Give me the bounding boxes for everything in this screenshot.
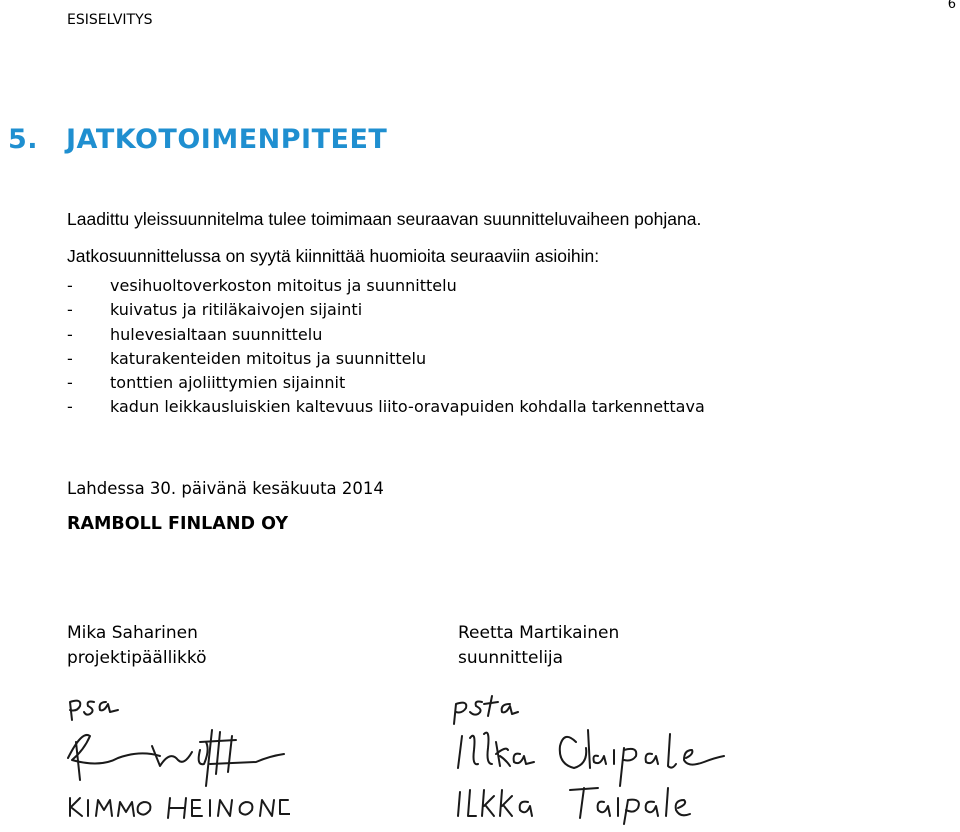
follow-up-list xyxy=(67,274,705,420)
signature-right-image xyxy=(448,690,738,825)
list-item: - kuivatus ja ritiläkaivojen sijainti xyxy=(67,298,705,322)
company-name: RAMBOLL FINLAND OY xyxy=(67,514,289,534)
list-marker: - xyxy=(67,348,73,368)
list-marker: - xyxy=(67,276,73,295)
section-heading xyxy=(8,124,387,155)
list-marker: - xyxy=(67,397,73,417)
signatory-name: Mika Saharinen xyxy=(67,623,198,643)
intro-paragraph: Laadittu yleissuunnitelma tulee toimimaan seuraavan suunnitteluvaiheen pohjana. xyxy=(67,209,702,229)
signatory-right xyxy=(458,621,619,671)
section-title: JATKOTOIMENPITEET xyxy=(66,124,388,155)
signatory-role: projektipäällikkö xyxy=(67,648,207,668)
list-item: - katurakenteiden mitoitus ja suunnittelu xyxy=(67,347,705,371)
list-item: - tonttien ajoliittymien sijainnit xyxy=(67,371,705,395)
page-number: 6 xyxy=(947,0,956,12)
signatory-name: Reetta Martikainen xyxy=(458,623,620,643)
signatory-left xyxy=(67,621,207,671)
lead-paragraph: Jatkosuunnittelussa on syytä kiinnittää huomioita seuraaviin asioihin: xyxy=(67,246,600,266)
document-header: ESISELVITYS xyxy=(67,12,153,28)
section-number: 5. xyxy=(8,124,39,155)
list-marker: - xyxy=(67,324,73,344)
signature-left-image xyxy=(60,690,290,825)
list-item: - hulevesialtaan suunnittelu xyxy=(67,323,705,347)
list-marker: - xyxy=(67,373,73,393)
list-marker: - xyxy=(67,300,73,320)
signatory-role: suunnittelija xyxy=(458,648,564,668)
list-item: - vesihuoltoverkoston mitoitus ja suunnittelu xyxy=(67,274,705,298)
date-line: Lahdessa 30. päivänä kesäkuuta 2014 xyxy=(67,479,384,498)
list-item: - kadun leikkausluiskien kaltevuus liito-oravapuiden kohdalla tarkennettava xyxy=(67,395,705,419)
